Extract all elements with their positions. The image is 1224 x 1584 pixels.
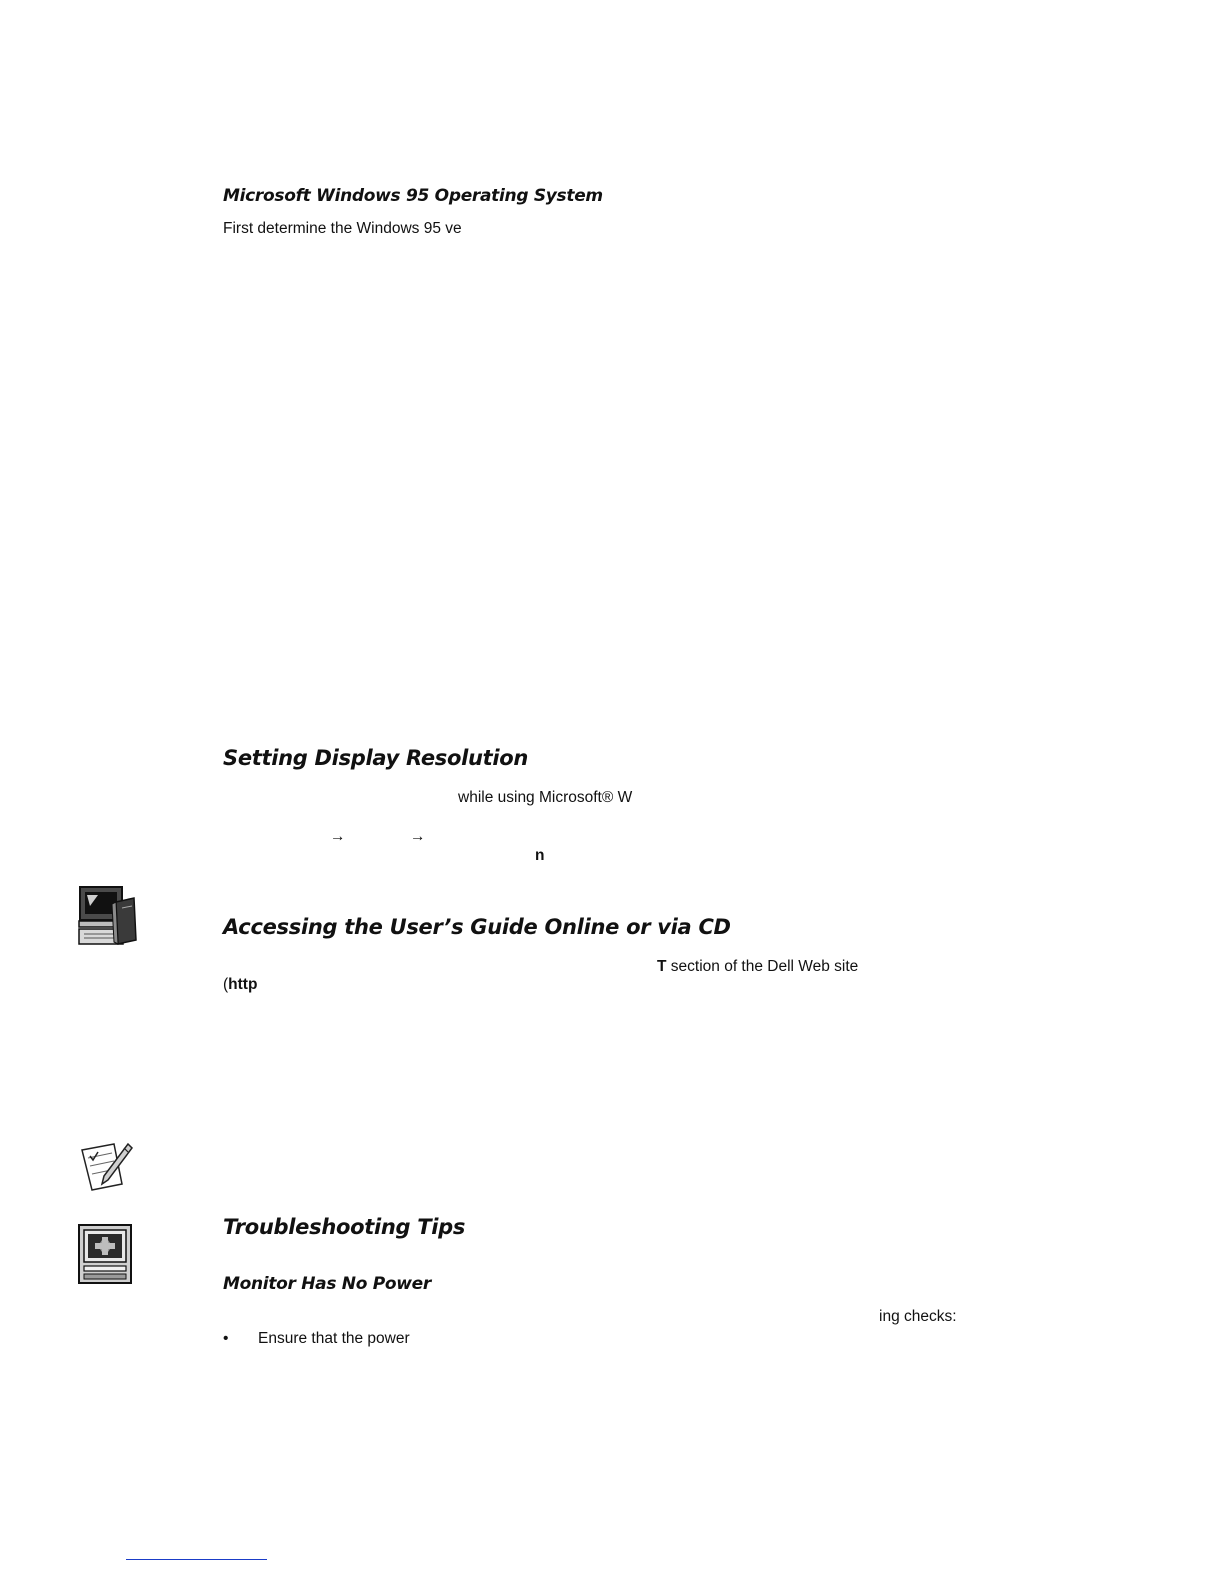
windows95-intro-text: First determine the Windows 95 ve <box>223 220 462 237</box>
users-guide-text-line2 <box>223 976 257 994</box>
display-resolution-heading: Setting Display Resolution <box>223 746 529 770</box>
computer-with-manual-icon <box>78 884 138 946</box>
users-guide-url-fragment: http <box>228 976 258 993</box>
users-guide-bold-t: T <box>657 958 667 975</box>
users-guide-paren: ( <box>223 976 229 993</box>
users-guide-text-line1 <box>657 958 858 976</box>
arrow-right-icon: → <box>330 828 346 845</box>
note-pencil-icon <box>78 1140 134 1192</box>
footer-rule <box>126 1559 267 1560</box>
windows95-heading: Microsoft Windows 95 Operating System <box>223 186 603 206</box>
monitor-troubleshooting-icon <box>78 1224 132 1284</box>
bullet-item-power: Ensure that the power <box>258 1330 410 1347</box>
resolution-bold-fragment: n <box>535 847 545 864</box>
troubleshooting-heading: Troubleshooting Tips <box>223 1215 466 1239</box>
users-guide-heading: Accessing the User’s Guide Online or via CD <box>223 915 731 939</box>
troubleshooting-checks-fragment: ing checks: <box>879 1308 957 1325</box>
bullet-icon: • <box>223 1330 229 1347</box>
arrow-right-icon: → <box>410 828 426 845</box>
resolution-text-line: while using Microsoft® W <box>458 789 633 806</box>
monitor-no-power-subheading: Monitor Has No Power <box>223 1274 431 1294</box>
users-guide-line1-rest: section of the Dell Web site <box>666 958 859 975</box>
